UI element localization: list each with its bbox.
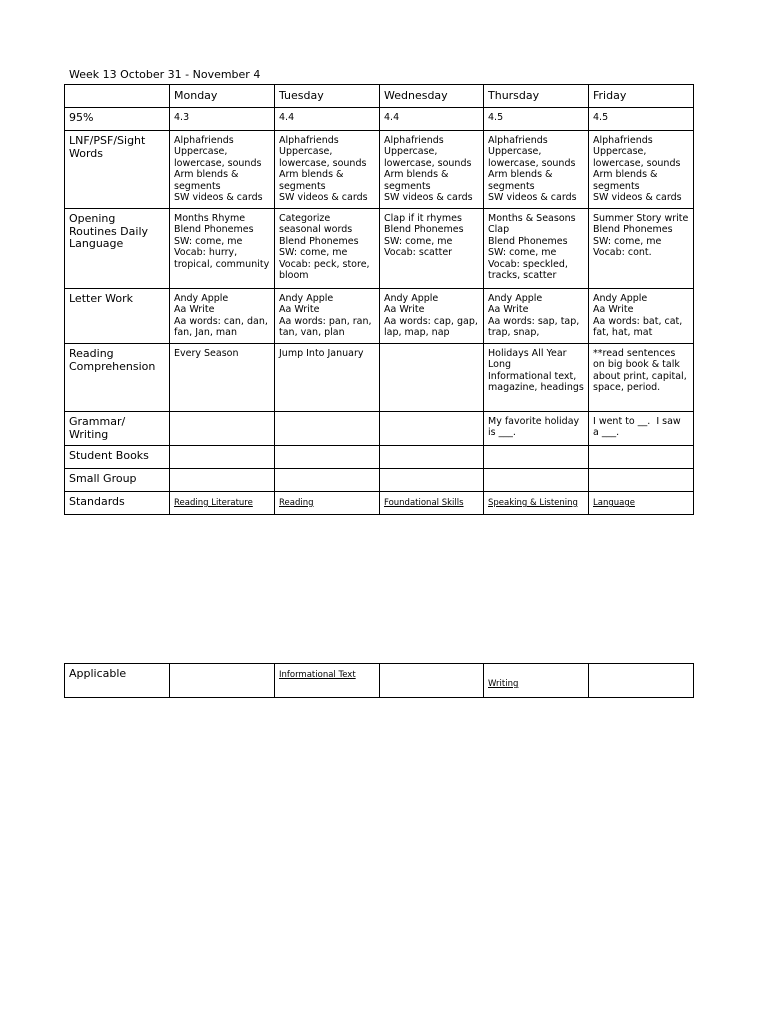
table-cell: [170, 469, 275, 492]
day-header: Friday: [589, 85, 694, 108]
table-row: [65, 209, 694, 289]
table-cell: [589, 412, 694, 446]
cell-line: SW videos & cards: [488, 192, 577, 204]
applicable-cell: [380, 664, 484, 698]
table-cell: [170, 131, 275, 209]
standards-row: [65, 492, 694, 515]
table-cell: [589, 469, 694, 492]
day-header: Monday: [170, 85, 275, 108]
table-cell: [484, 344, 589, 412]
cell-line: SW videos & cards: [384, 192, 473, 204]
table-cell: [380, 469, 484, 492]
table-row: [65, 289, 694, 344]
table-row: [65, 131, 694, 209]
cell-line: Blend Phonemes: [384, 224, 464, 236]
cell-line: Vocab: scatter: [384, 247, 453, 259]
cell-line: Blend Phonemes: [488, 235, 568, 247]
cell-line: Aa Write: [593, 304, 634, 316]
applicable-cell: [589, 664, 694, 698]
row-label-grammar-writing: Grammar/ Writing: [65, 412, 170, 446]
row-label-reading-comprehension: Reading Comprehension: [65, 344, 170, 412]
cell-line: Summer Story write: [593, 213, 689, 224]
cell-line: Aa Write: [384, 304, 425, 316]
table-cell: [170, 412, 275, 446]
row-label-student-books: Student Books: [65, 446, 170, 469]
page-heading: Week 13 October 31 - November 4: [69, 68, 261, 81]
row-label-standards: Standards: [65, 492, 170, 515]
table-cell: [275, 289, 380, 344]
table-cell: [380, 108, 484, 131]
cell-line: **read sentences on big book & talk about print, capital, space, period.: [593, 348, 690, 394]
cell-line: Blend Phonemes: [593, 224, 673, 236]
cell-line: Alphafriends: [174, 135, 234, 146]
cell-line: 4.4: [384, 112, 400, 123]
table-cell: [589, 289, 694, 344]
table-cell: [380, 344, 484, 412]
table-cell: [589, 344, 694, 412]
cell-line: Every Season: [174, 348, 239, 359]
table-cell: [380, 446, 484, 469]
standard-link-reading-literature[interactable]: Reading Literature: [170, 492, 275, 515]
day-header: Wednesday: [380, 85, 484, 108]
table-row: [65, 412, 694, 446]
row-label-95-percent: 95%: [65, 108, 170, 131]
cell-line: Uppercase, lowercase, sounds: [593, 146, 681, 169]
standard-link-reading[interactable]: Reading: [275, 492, 380, 515]
table-cell: [170, 446, 275, 469]
table-cell: [484, 469, 589, 492]
table-cell: [275, 344, 380, 412]
cell-line: SW: come, me: [488, 247, 557, 259]
applicable-link-informational-text[interactable]: Informational Text: [275, 664, 380, 698]
cell-line: Vocab: speckled, tracks, scatter: [488, 258, 571, 282]
cell-line: SW videos & cards: [279, 192, 368, 204]
table-cell: [275, 108, 380, 131]
cell-line: Clap if it rhymes: [384, 213, 462, 224]
cell-line: Andy Apple: [384, 293, 439, 304]
table-cell: [484, 289, 589, 344]
cell-line: Blend Phonemes: [174, 224, 254, 236]
cell-line: Categorize seasonal words: [279, 213, 353, 236]
cell-line: Informational text, magazine, headings: [488, 370, 584, 394]
cell-line: Andy Apple: [488, 293, 543, 304]
cell-line: Aa words: bat, cat, fat, hat, mat: [593, 315, 686, 339]
cell-line: Arm blends & segments: [384, 169, 452, 192]
cell-line: Andy Apple: [593, 293, 648, 304]
cell-line: Uppercase, lowercase, sounds: [384, 146, 472, 169]
cell-line: Aa words: can, dan, fan, Jan, man: [174, 315, 271, 339]
standard-link-foundational-skills[interactable]: Foundational Skills: [380, 492, 484, 515]
table-row: [65, 446, 694, 469]
row-label-applicable: Applicable: [65, 664, 170, 698]
cell-line: 4.5: [593, 112, 609, 123]
applicable-table: [64, 663, 694, 698]
cell-line: Jump Into January: [279, 348, 364, 359]
standard-link-language[interactable]: Language: [589, 492, 694, 515]
cell-line: Months & Seasons Clap: [488, 213, 579, 236]
cell-line: SW videos & cards: [174, 192, 263, 204]
cell-line: Holidays All Year Long: [488, 348, 570, 371]
table-cell: [275, 412, 380, 446]
table-cell: [589, 108, 694, 131]
cell-line: Arm blends & segments: [279, 169, 347, 192]
corner-cell: [65, 85, 170, 108]
cell-line: Blend Phonemes: [279, 235, 359, 247]
cell-line: Vocab: peck, store, bloom: [279, 258, 373, 282]
table-cell: [484, 412, 589, 446]
cell-line: 4.4: [279, 112, 295, 123]
cell-line: Aa words: cap, gap, lap, map, nap: [384, 315, 481, 339]
cell-line: Alphafriends: [279, 135, 339, 146]
table-row: [65, 469, 694, 492]
table-cell: [275, 446, 380, 469]
cell-line: Andy Apple: [174, 293, 229, 304]
cell-line: Aa Write: [488, 304, 529, 316]
day-header-row: [65, 85, 694, 108]
cell-line: Arm blends & segments: [593, 169, 661, 192]
table-cell: [484, 108, 589, 131]
cell-line: Aa words: pan, ran, tan, van, plan: [279, 315, 375, 339]
cell-line: Alphafriends: [593, 135, 653, 146]
cell-line: Aa Write: [174, 304, 215, 316]
applicable-link-writing[interactable]: Writing: [484, 664, 589, 698]
applicable-cell: [170, 664, 275, 698]
cell-line: Months Rhyme: [174, 213, 246, 224]
row-label-lnf-psf-sight-words: LNF/PSF/Sight Words: [65, 131, 170, 209]
cell-line: Andy Apple: [279, 293, 334, 304]
cell-line: 4.5: [488, 112, 504, 123]
standard-link-speaking-listening[interactable]: Speaking & Listening: [484, 492, 589, 515]
cell-line: SW: come, me: [384, 235, 453, 247]
cell-line: 4.3: [174, 112, 190, 123]
table-cell: [275, 469, 380, 492]
table-cell: [380, 289, 484, 344]
cell-line: SW: come, me: [174, 235, 243, 247]
row-label-opening-routines: Opening Routines Daily Language: [65, 209, 170, 289]
cell-line: Aa words: sap, tap, trap, snap,: [488, 315, 583, 339]
cell-line: Aa Write: [279, 304, 320, 316]
table-cell: [589, 209, 694, 289]
cell-line: Vocab: cont.: [593, 247, 652, 259]
cell-line: SW: come, me: [593, 235, 662, 247]
cell-line: SW: come, me: [279, 247, 348, 259]
applicable-row: [65, 664, 694, 698]
cell-line: Alphafriends: [384, 135, 444, 146]
table-cell: [170, 209, 275, 289]
cell-line: My favorite holiday is ___.: [488, 416, 583, 439]
cell-line: Arm blends & segments: [174, 169, 242, 192]
cell-line: Alphafriends: [488, 135, 548, 146]
table-cell: [380, 209, 484, 289]
table-cell: [170, 108, 275, 131]
cell-line: Uppercase, lowercase, sounds: [174, 146, 262, 169]
cell-line: Uppercase, lowercase, sounds: [279, 146, 367, 169]
row-label-small-group: Small Group: [65, 469, 170, 492]
table-cell: [275, 209, 380, 289]
table-cell: [589, 446, 694, 469]
day-header: Thursday: [484, 85, 589, 108]
table-row: [65, 344, 694, 412]
table-cell: [380, 412, 484, 446]
table-cell: [484, 446, 589, 469]
day-header: Tuesday: [275, 85, 380, 108]
table-cell: [589, 131, 694, 209]
cell-line: Uppercase, lowercase, sounds: [488, 146, 576, 169]
table-row: [65, 108, 694, 131]
cell-line: Arm blends & segments: [488, 169, 556, 192]
lesson-plan-table: [64, 84, 694, 515]
table-cell: [170, 344, 275, 412]
table-cell: [380, 131, 484, 209]
table-cell: [484, 209, 589, 289]
cell-line: I went to __. I saw a ___.: [593, 416, 684, 439]
cell-line: SW videos & cards: [593, 192, 682, 204]
table-cell: [275, 131, 380, 209]
row-label-letter-work: Letter Work: [65, 289, 170, 344]
table-cell: [484, 131, 589, 209]
table-cell: [170, 289, 275, 344]
cell-line: Vocab: hurry, tropical, community: [174, 247, 270, 270]
